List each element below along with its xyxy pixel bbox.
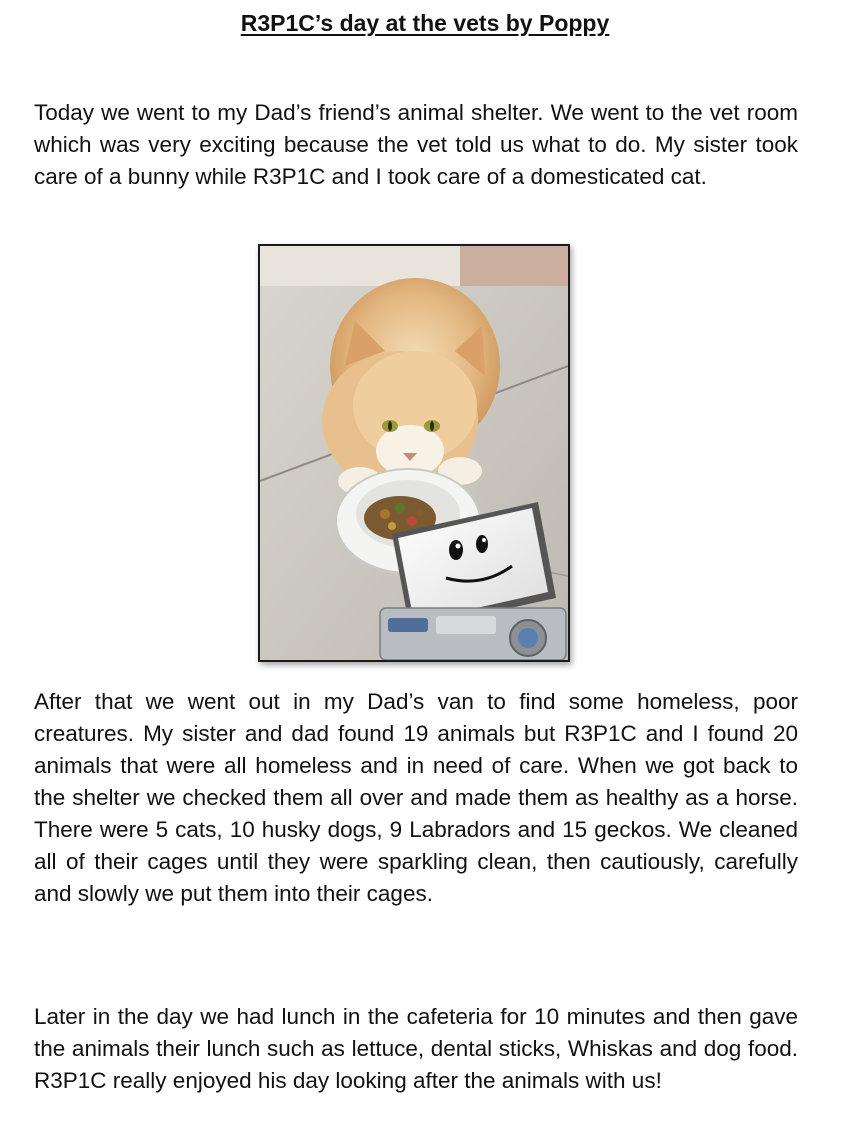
paragraph-intro: Today we went to my Dad’s friend’s animal shelter. We went to the vet room which was very exciting because the vet told us what to do. My sister took care of a bunny while R3P1C and I took care of a domesticated cat. [34, 100, 798, 189]
paragraph-lunch: Later in the day we had lunch in the cafeteria for 10 minutes and then gave the animals their lunch such as lettuce, dental sticks, Whiskas and dog food. R3P1C really enjoyed his day looking after the animals with us! [34, 1004, 798, 1093]
paragraph-rescue: After that we went out in my Dad’s van to find some homeless, poor creatures. My sister and dad found 19 animals but R3P1C and I found 20 animals that were all homeless and in need of care. When we got back to the shelter we checked them all over and made them as healthy as a horse. There were 5 cats, 10 husky dogs, 9 Labradors and 15 geckos. We cleaned all of their cages until they were sparkling clean, then cautiously, carefully and slowly we put them into their cages. [34, 689, 798, 906]
page-title: R3P1C’s day at the vets by Poppy [240, 10, 610, 36]
cat-robot-photo [258, 244, 570, 662]
